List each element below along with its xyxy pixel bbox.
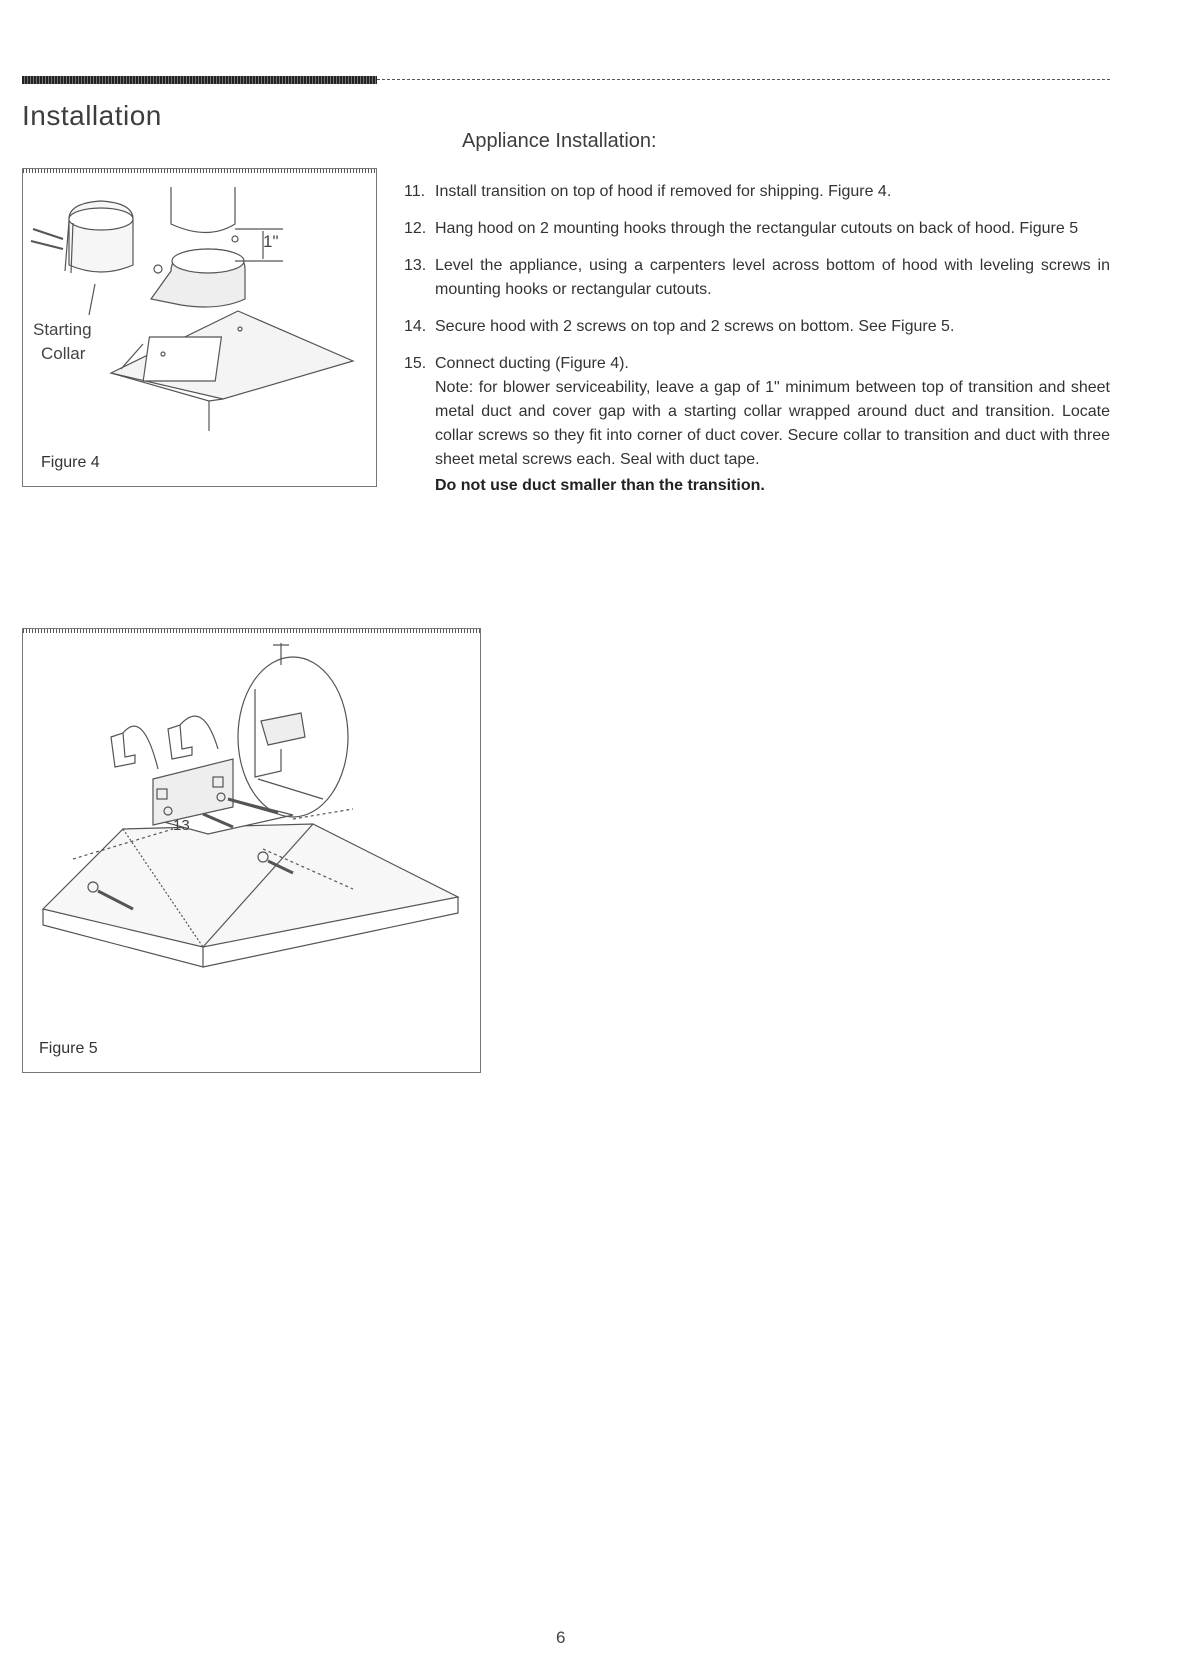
step-text: Secure hood with 2 screws on top and 2 screws on bottom. See Figure 5. [435, 318, 955, 335]
figure-5-illustration [23, 629, 480, 1072]
header-rule [377, 79, 1110, 80]
section-subtitle: Appliance Installation: [462, 130, 657, 152]
header-bar [22, 76, 377, 84]
page-title: Installation [22, 100, 162, 131]
starting-label: Starting [33, 320, 92, 339]
step-note: Note: for blower serviceability, leave a gap of 1" minimum between top of transition and sheet metal duct and cover gap with a starting collar wrapped around duct and transition. Locate collar screws so they fit into corner of duct cover. Secure collar to transition and duct with three sheet metal screws each. Seal with duct tape. [435, 379, 1110, 468]
duct-warning: Do not use duct smaller than the transition. [435, 477, 765, 494]
mounting-hook [111, 733, 135, 767]
hood-body [43, 824, 458, 947]
step-15 [404, 352, 1110, 498]
figure-5 [22, 628, 481, 1073]
step-number: 12. [404, 220, 427, 237]
step-number: 13. [404, 257, 427, 274]
screw [154, 265, 162, 273]
step-text: Level the appliance, using a carpenters level across bottom of hood with leveling screws in mounting hooks or rectangular cutouts. [435, 257, 1110, 298]
step-14 [404, 315, 1110, 339]
step-text: Hang hood on 2 mounting hooks through the rectangular cutouts on back of hood. Figure 5 [435, 220, 1079, 237]
step-text: Connect ducting (Figure 4). [435, 355, 629, 372]
hood-cutout [143, 337, 221, 381]
step-12 [404, 217, 1110, 241]
figure-4-caption: Figure 4 [41, 454, 100, 471]
duct [171, 187, 235, 233]
step-number: 11. [404, 183, 426, 200]
step-body [435, 352, 1110, 498]
figure-5-caption: Figure 5 [39, 1040, 98, 1057]
step-11 [404, 180, 1110, 204]
step-number: 15. [404, 355, 427, 372]
figure-4 [22, 168, 377, 487]
collar-screws [31, 229, 63, 249]
step-13 [404, 254, 1110, 302]
page-number: 6 [556, 1628, 566, 1647]
collar-label: Collar [41, 344, 86, 363]
mounting-hook [168, 725, 192, 759]
step-text: Install transition on top of hood if removed for shipping. Figure 4. [435, 183, 892, 200]
callout-13: 13 [173, 817, 190, 834]
gap-dimension-label: 1" [263, 232, 279, 251]
hook-detail [261, 713, 305, 745]
steps-list [404, 180, 1110, 511]
step-number: 14. [404, 318, 427, 335]
